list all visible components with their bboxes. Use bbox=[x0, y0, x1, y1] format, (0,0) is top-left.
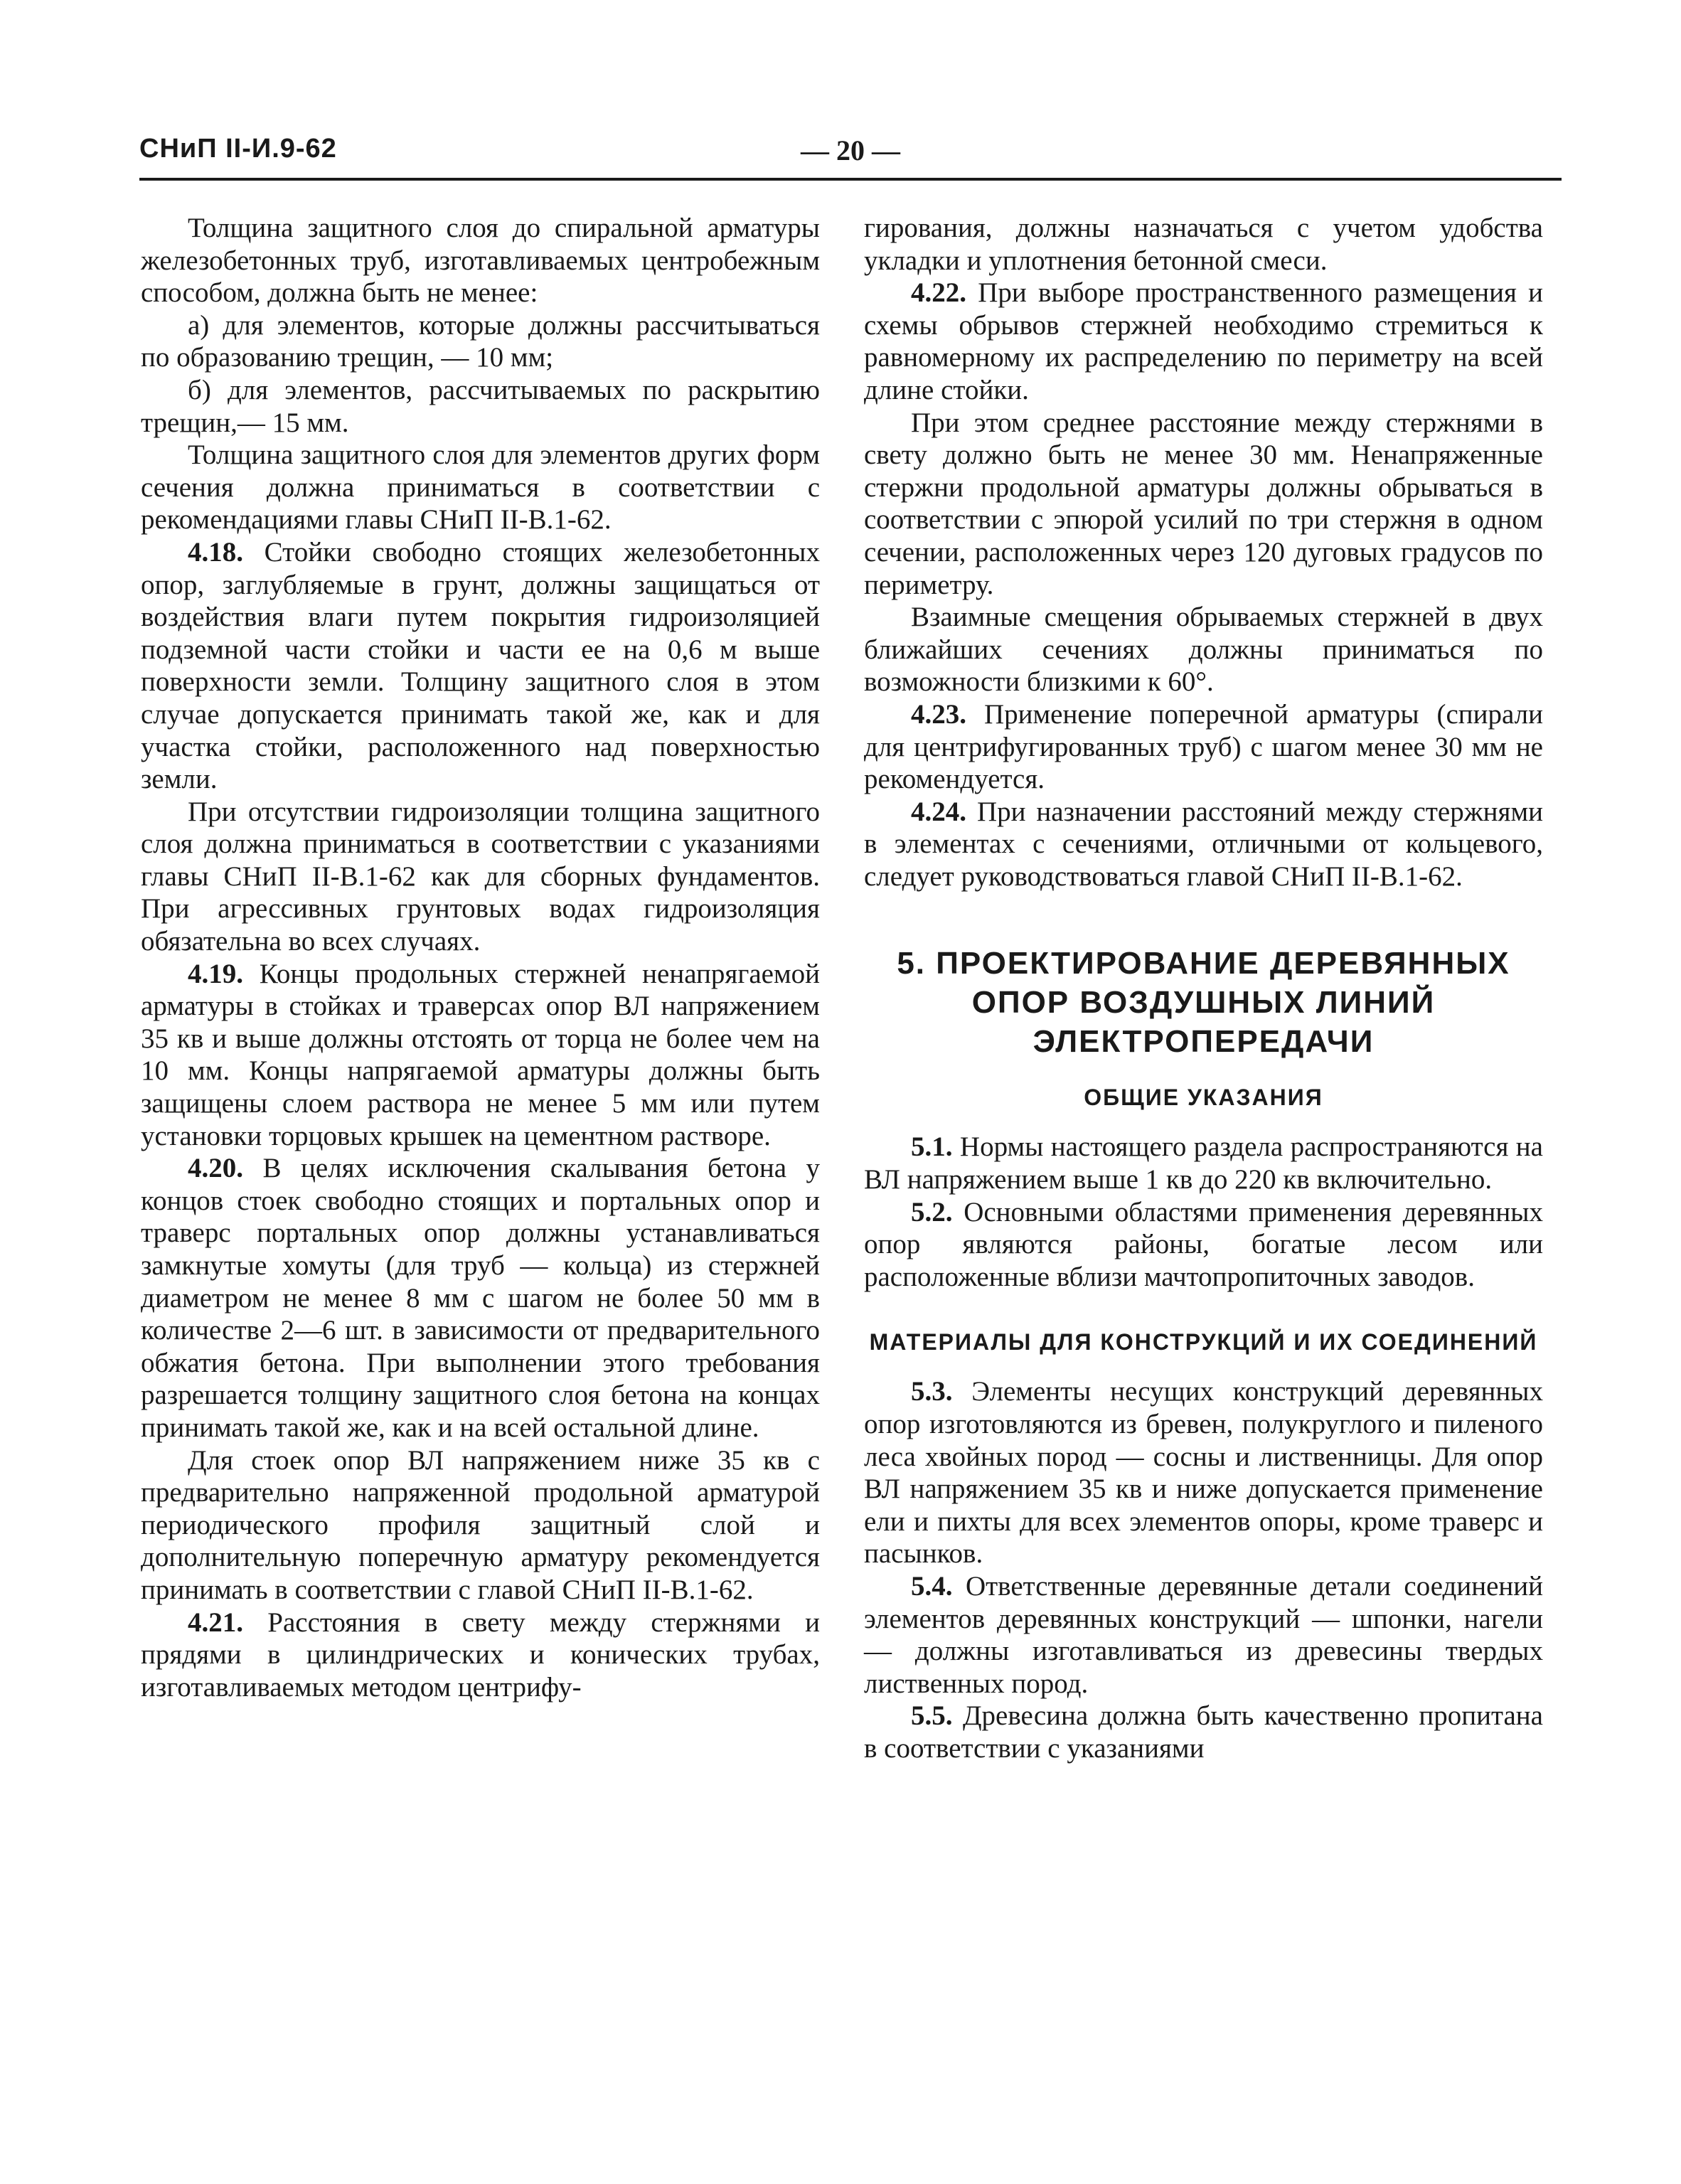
paragraph: Толщина защитного слоя до спиральной арматуры железобетонных труб, изготавливаемых центробежным способом, должна быть не менее: bbox=[141, 213, 820, 309]
clause-number: 4.18. bbox=[188, 536, 243, 568]
clause-text: При назначении расстояний между стержнями в элементах с сечениями, отличными от кольцевого, следует руководствоваться главой СНиП II-В.1-62. bbox=[864, 796, 1544, 892]
clause-number: 4.21. bbox=[188, 1607, 243, 1638]
clause-number: 4.22. bbox=[911, 277, 966, 309]
clause-4-23 bbox=[864, 698, 1543, 796]
clause-4-20 bbox=[141, 1152, 820, 1444]
clause-4-22 bbox=[864, 277, 1543, 406]
paragraph: При этом среднее расстояние между стержнями в свету должно быть не менее 30 мм. Ненапряженные стержни продольной арматуры должны обрываться в соответствии с эпюрой усилий по три стержня в одном сечении, расположенных через 120 дуговых градусов по периметру. bbox=[864, 407, 1543, 600]
clause-4-18 bbox=[141, 536, 820, 796]
clause-text: Применение поперечной арматуры (спирали для центрифугированных труб) с шагом менее 30 мм не рекомендуется. bbox=[864, 698, 1543, 795]
clause-4-24 bbox=[864, 796, 1543, 893]
clause-number: 5.2. bbox=[911, 1196, 953, 1227]
clause-number: 5.1. bbox=[911, 1131, 953, 1163]
clause-text: В целях исключения скалывания бетона у концов стоек свободно стоящих и портальных опор и траверс портальных опор должны устанавливаться замкнутые хомуты (для труб — кольца) из стержней диаметром не менее 8 мм с шагом не более 50 мм в количестве 2—6 шт. в зависимости от предварительного обжатия бетона. При выполнении этого требования разрешается толщину защитного слоя бетона на концах принимать такой же, как и на всей остальной длине. bbox=[141, 1153, 821, 1443]
subsection-heading: МАТЕРИАЛЫ ДЛЯ КОНСТРУКЦИЙ И ИХ СОЕДИНЕНИЙ bbox=[869, 1329, 1538, 1355]
paragraph: При отсутствии гидроизоляции толщина защитного слоя должна приниматься в соответствии с указаниями главы СНиП II-В.1-62 как для сборных фундаментов. При агрессивных грунтовых водах гидроизоляция обязательна во всех случаях. bbox=[141, 796, 820, 957]
clause-text: При выборе пространственного размещения и схемы обрывов стержней необходимо стремиться к равномерному их распределению по периметру на всей длине стойки. bbox=[864, 277, 1543, 405]
clause-5-5 bbox=[864, 1700, 1543, 1764]
section-heading: 5. ПРОЕКТИРОВАНИЕ ДЕРЕВЯННЫХ ОПОР ВОЗДУШНЫХ ЛИНИЙ ЭЛЕКТРОПЕРЕДАЧИ bbox=[897, 946, 1510, 1060]
clause-text: Элементы несущих конструкций деревянных опор изготовляются из бревен, полукруглого и пиленого леса хвойных пород — сосны и лиственницы. Для опор ВЛ напряжением 35 кв и ниже допускается применение ели и пихты для всех элементов опоры, кроме траверс и пасынков. bbox=[864, 1376, 1543, 1570]
clause-number: 4.20. bbox=[188, 1153, 243, 1184]
clause-5-1 bbox=[864, 1131, 1543, 1195]
clause-text: Нормы настоящего раздела распространяются на ВЛ напряжением выше 1 кв до 220 кв включительно. bbox=[864, 1131, 1543, 1195]
clause-number: 4.23. bbox=[911, 698, 966, 730]
clause-5-3 bbox=[864, 1375, 1543, 1570]
header-rule bbox=[139, 178, 1562, 181]
page-header bbox=[139, 134, 1562, 176]
subsection-heading: ОБЩИЕ УКАЗАНИЯ bbox=[1084, 1085, 1323, 1111]
paragraph: Для стоек опор ВЛ напряжением ниже 35 кв с предварительно напряженной продольной арматурой периодического профиля защитный слой и дополнительную поперечную арматуру рекомендуется принимать в соответствии с главой СНиП II-В.1-62. bbox=[141, 1444, 820, 1605]
list-item: б) для элементов, рассчитываемых по раскрытию трещин,— 15 мм. bbox=[141, 374, 820, 438]
paragraph: Взаимные смещения обрываемых стержней в двух ближайших сечениях должны приниматься по возможности близкими к 60°. bbox=[864, 602, 1543, 698]
clause-number: 5.3. bbox=[911, 1376, 953, 1407]
clause-text: Основными областями применения деревянных опор являются районы, богатые лесом или расположенные вблизи мачтопропиточных заводов. bbox=[864, 1196, 1543, 1292]
clause-number: 4.24. bbox=[911, 796, 966, 827]
paragraph-continued: гирования, должны назначаться с учетом удобства укладки и уплотнения бетонной смеси. bbox=[864, 213, 1543, 276]
left-column bbox=[141, 212, 820, 1703]
page-number: — 20 — bbox=[801, 134, 900, 166]
clause-number: 5.5. bbox=[911, 1700, 953, 1732]
document-code: СНиП II-И.9-62 bbox=[139, 134, 337, 164]
clause-4-21 bbox=[141, 1607, 820, 1704]
clause-4-19 bbox=[141, 958, 820, 1153]
clause-text: Ответственные деревянные детали соединений элементов деревянных конструкций — шпонки, нагели — должны изготавливаться из древесины твердых лиственных пород. bbox=[864, 1571, 1543, 1699]
clause-5-4 bbox=[864, 1570, 1543, 1700]
clause-text: Расстояния в свету между стержнями и прядями в цилиндрических и конических трубах, изготавливаемых методом центрифу- bbox=[141, 1607, 820, 1703]
list-item: а) для элементов, которые должны рассчитываться по образованию трещин, — 10 мм; bbox=[141, 309, 820, 373]
clause-text: Древесина должна быть качественно пропитана в соответствии с указаниями bbox=[864, 1700, 1543, 1764]
clause-number: 4.19. bbox=[188, 958, 243, 989]
clause-5-2 bbox=[864, 1196, 1543, 1294]
paragraph: Толщина защитного слоя для элементов других форм сечения должна приниматься в соответствии с рекомендациями главы СНиП II-В.1-62. bbox=[141, 440, 820, 536]
clause-number: 5.4. bbox=[911, 1571, 953, 1602]
clause-text: Стойки свободно стоящих железобетонных опор, заглубляемые в грунт, должны защищаться от воздействия влаги путем покрытия гидроизоляцией подземной части стойки и части ее на 0,6 м выше поверхности земли. Толщину защитного слоя в этом случае допускается принимать такой же, как и для участка стойки, расположенного над поверхностью земли. bbox=[141, 536, 821, 795]
clause-text: Концы продольных стержней ненапрягаемой арматуры в стойках и траверсах опор ВЛ напряжением 35 кв и выше должны отстоять от торца не более чем на 10 мм. Концы напрягаемой арматуры должны быть защищены слоем раствора не менее 5 мм или путем установки торцовых крышек на цементном растворе. bbox=[141, 958, 821, 1151]
right-column bbox=[864, 212, 1543, 1765]
